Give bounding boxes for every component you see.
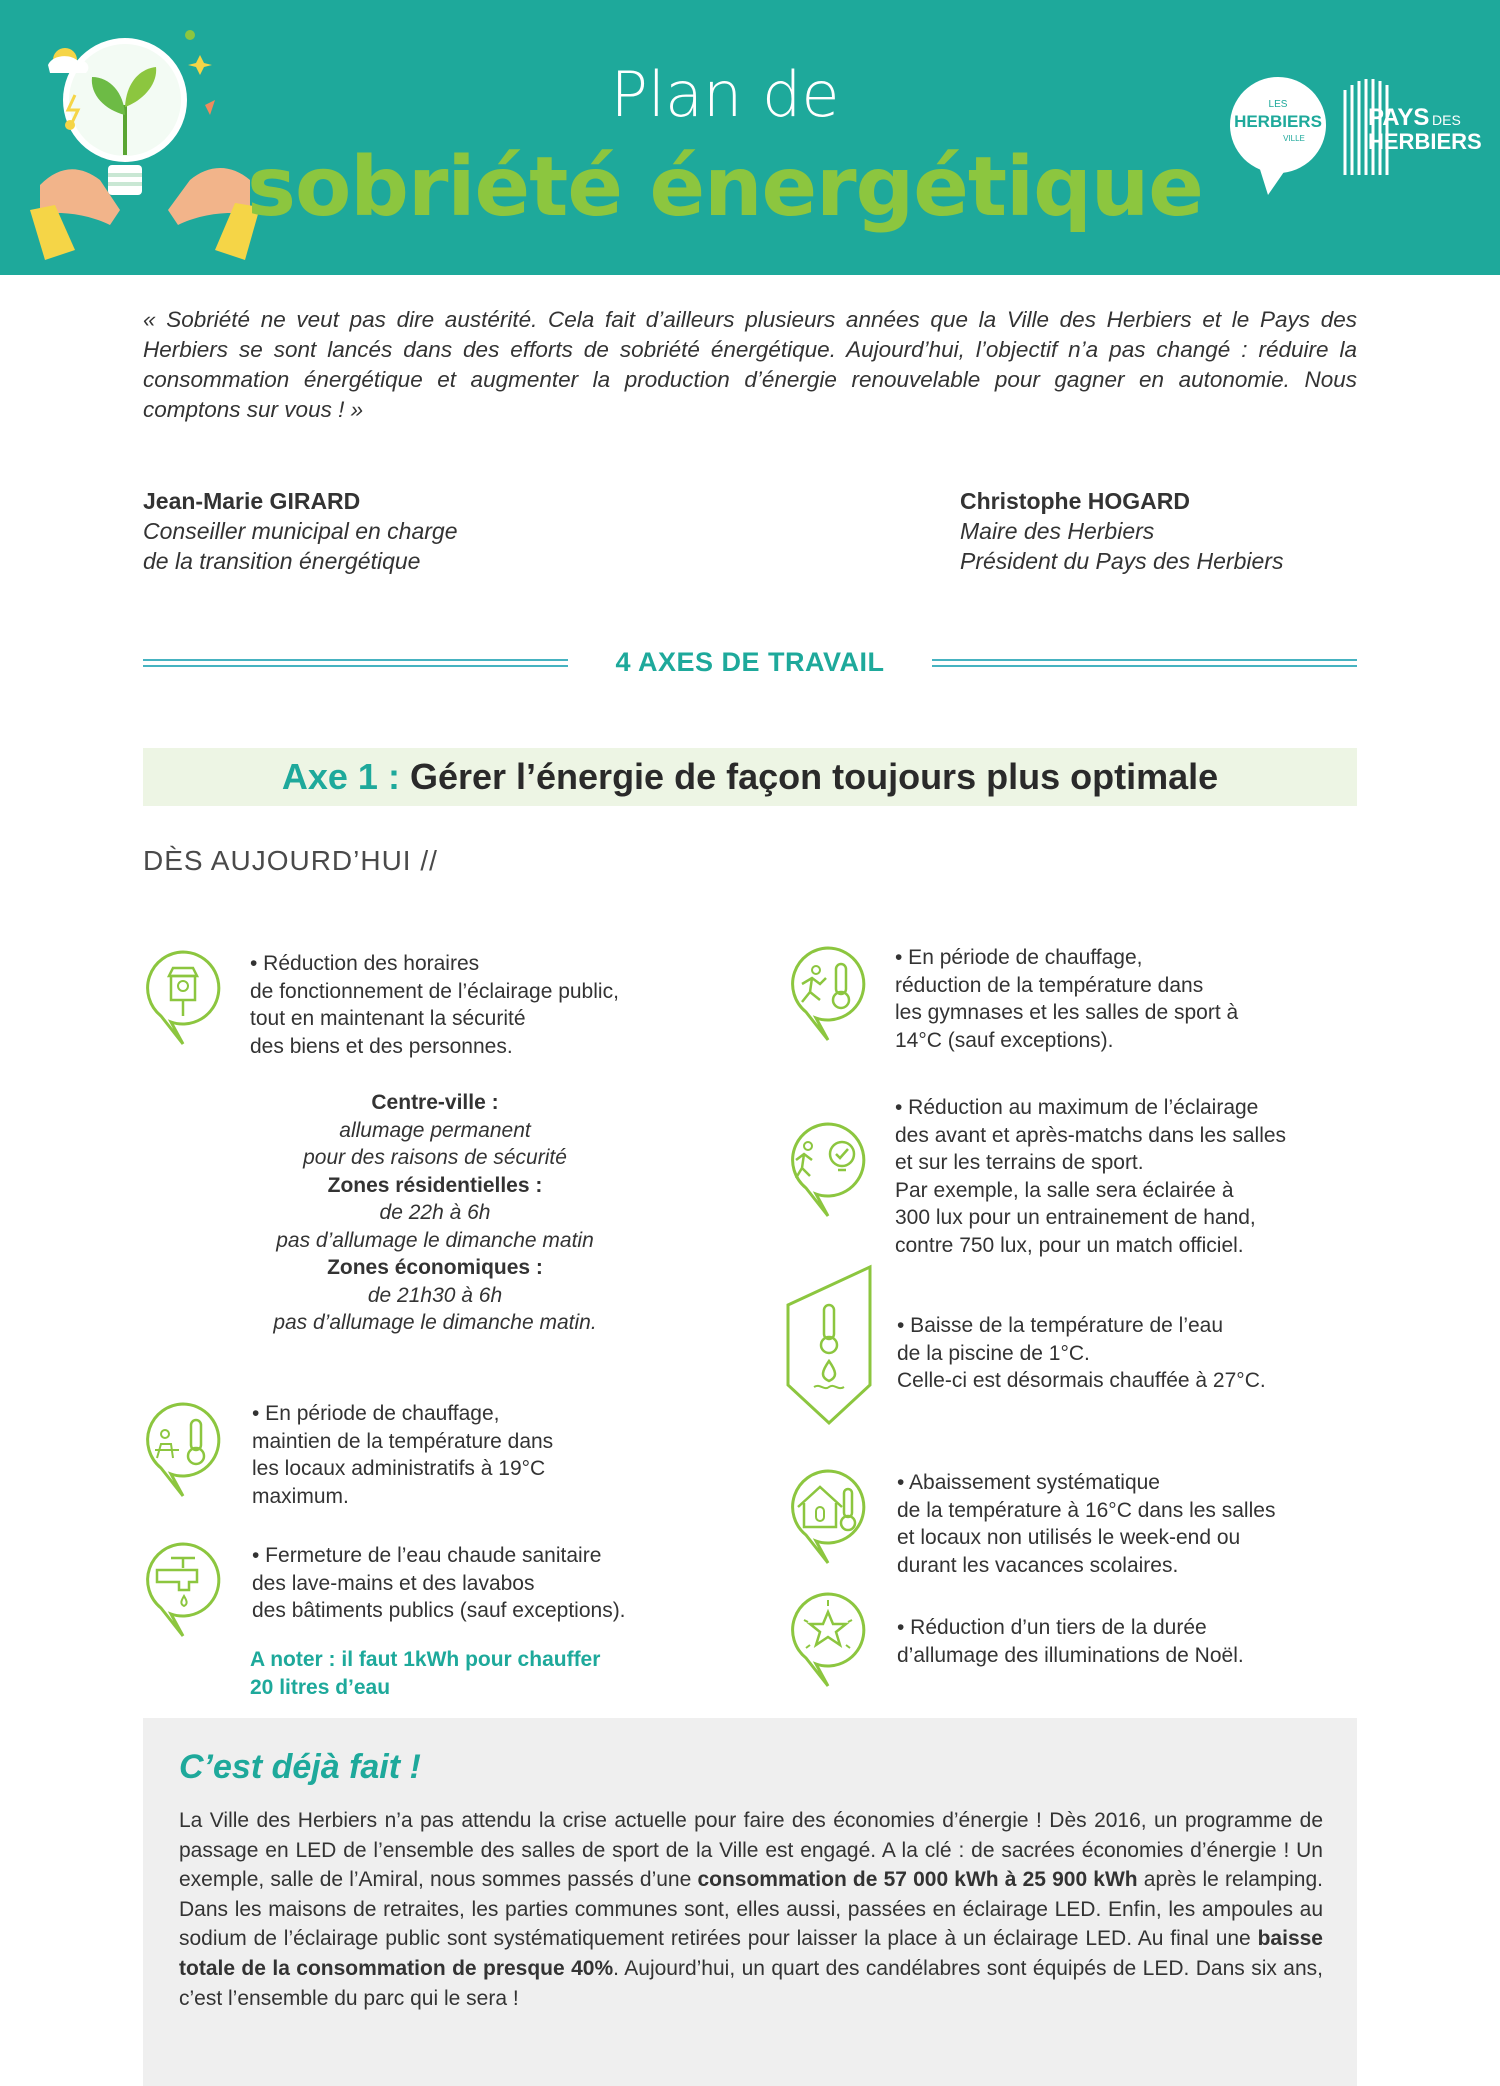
done-text-1: La Ville des Herbiers n’a pas attendu la crise actuelle pour faire des économies d’énergie ! Dès 2016, un programme de passage en LED de l’ensemble des salles de sport de la Ville est engagé. A la clé : de sacrées économies d’énergie ! Un exemple, salle de l’Amiral, nous sommes passés d’une [179,1809,1323,1892]
zone-economic-label: Zones économiques : [327,1256,543,1279]
house-thermometer-icon [788,1467,868,1567]
signatory-name: Jean-Marie GIRARD [143,488,361,514]
right-item-sport-lighting [895,1094,1286,1259]
item-line: • En période de chauffage, [252,1402,500,1425]
item-line: des bâtiments publics (sauf exceptions). [252,1599,626,1622]
item-line: • Réduction d’un tiers de la durée [897,1616,1207,1639]
done-text-3: . Aujourd’hui, un quart des candélabres sont équipés de LED. Dans six ans, c’est l’ensemble du parc qui le sera ! [179,1956,1323,2010]
zone-residential-label: Zones résidentielles : [327,1173,543,1197]
header-banner [0,0,1500,275]
zone-centre-line2: pour des raisons de sécurité [303,1146,567,1169]
axes-heading-text: 4 AXES DE TRAVAIL [615,647,885,677]
axe-1-banner [143,748,1357,806]
item-line: 300 lux pour un entrainement de hand, [895,1206,1256,1229]
signatory-name: Christophe HOGARD [960,488,1190,514]
right-item-pool [897,1312,1266,1395]
title-line-2: sobriété énergétique [247,140,1203,235]
zone-centre-label: Centre-ville : [371,1091,499,1114]
already-done-title: C’est déjà fait ! [179,1748,421,1786]
sport-lighting-icon [788,1120,868,1220]
title-line-1: Plan de [610,58,840,131]
item-line: maintien de la température dans [252,1429,554,1453]
item-line: Par exemple, la salle sera éclairée à [895,1178,1234,1202]
axe-title [143,756,1357,798]
signatory-role-line1: Maire des Herbiers [960,518,1155,544]
zone-economic-line1: de 21h30 à 6h [367,1283,503,1307]
done-bold-2: baisse totale de la consommation de presque 40% [179,1927,1323,1980]
divider-right [932,659,1357,667]
item-line: des lave-mains et des lavabos [252,1571,535,1595]
left-item-hot-water [252,1542,626,1625]
energy-note [250,1646,600,1701]
item-line: maximum. [252,1484,349,1508]
right-item-christmas [897,1614,1244,1669]
item-line: les gymnases et les salles de sport à [895,1001,1239,1024]
item-line: tout en maintenant la sécurité [250,1007,526,1030]
item-line: de la température à 16°C dans les salles [897,1498,1276,1522]
item-line: • Réduction des horaires [250,952,480,975]
logo-ville-line1: LES [1268,99,1288,110]
axe-label: Gérer l’énergie de façon toujours plus optimale [409,756,1219,797]
item-line: • En période de chauffage, [895,946,1143,969]
signatory-role-line1: Conseiller municipal en charge [143,518,458,544]
item-line: de fonctionnement de l’éclairage public, [250,979,619,1003]
item-line: 14°C (sauf exceptions). [895,1028,1114,1052]
logo-ville-line2: HERBIERS [1234,112,1322,131]
gym-thermometer-icon [788,944,868,1044]
item-line: des avant et après-matchs dans les salles [895,1123,1287,1147]
lighting-zones [215,1089,655,1337]
signatory-role-line2: de la transition énergétique [143,548,421,574]
done-text-2: après le relamping. Dans les maisons de retraites, les parties communes sont, elles aussi, passées en éclairage LED. Enfin, les ampoules au sodium de l’éclairage public sont systématiquement retirées pour laisser la place à un éclairage LED. Au final une [179,1868,1323,1951]
item-line: réduction de la température dans [895,973,1204,997]
right-item-gym-temp [895,944,1238,1054]
item-line: durant les vacances scolaires. [897,1553,1179,1577]
item-line: Celle-ci est désormais chauffée à 27°C. [897,1369,1266,1392]
note-line1: il faut 1kWh pour chauffer [335,1648,601,1671]
already-done-body [179,1806,1323,2013]
christmas-star-icon [788,1590,868,1690]
left-item-lighting [250,950,619,1060]
logo-pays-herbiers [1340,75,1482,185]
signatory-role-line2: Président du Pays des Herbiers [960,548,1284,574]
item-line: et sur les terrains de sport. [895,1151,1144,1174]
item-line: des biens et des personnes. [250,1034,513,1058]
axes-heading [143,643,1357,683]
logo-pays-line1: PAYS [1368,104,1430,131]
intro-quote: « Sobriété ne veut pas dire austérité. Cela fait d’ailleurs plusieurs années que la Ville des Herbiers et le Pays des Herbiers se sont lancés dans des efforts de sobriété énergétique. Aujourd’hui, l’objectif n’a pas changé : réduire la consommation énergétique et augmenter la production d’énergie renouvelable pour gagner en autonomie. Nous comptons sur vous ! » [143,307,1357,422]
item-line: • Baisse de la température de l’eau [897,1314,1224,1337]
left-item-admin-temp [252,1400,553,1510]
section-subheading: DÈS AUJOURD’HUI // [143,845,438,876]
water-tap-icon [143,1540,223,1640]
item-line: contre 750 lux, pour un match officiel. [895,1233,1244,1257]
item-line: d’allumage des illuminations de Noël. [897,1643,1244,1667]
logo-pays-line2: DES [1432,112,1461,128]
item-line: de la piscine de 1°C. [897,1341,1090,1365]
item-line: les locaux administratifs à 19°C [252,1457,546,1480]
item-line: • Fermeture de l’eau chaude sanitaire [252,1544,602,1567]
zone-residential-line1: de 22h à 6h [379,1201,491,1224]
item-line: • Abaissement systématique [897,1471,1160,1494]
already-done-box [143,1718,1357,2086]
zone-centre-line1: allumage permanent [339,1118,531,1142]
item-line: • Réduction au maximum de l’éclairage [895,1096,1259,1119]
done-bold-1: consommation de 57 000 kWh à 25 900 kWh [697,1868,1138,1892]
logo-pays-line3: HERBIERS [1368,129,1482,154]
pool-thermometer-icon [786,1265,872,1425]
logo-ville-line3: VILLE [1283,134,1305,143]
note-label: A noter : [250,1648,336,1671]
right-item-house-temp [897,1469,1275,1579]
office-thermometer-icon [143,1400,223,1500]
item-line: et locaux non utilisés le week-end ou [897,1526,1241,1549]
logo-ville-herbiers [1228,75,1328,195]
axe-number: Axe 1 : [281,756,400,797]
zone-residential-line2: pas d’allumage le dimanche matin [276,1228,594,1252]
street-lamp-icon [143,948,223,1048]
signatory-girard [143,486,458,576]
zone-economic-line2: pas d’allumage le dimanche matin. [273,1311,597,1334]
signatory-hogard [960,486,1283,576]
note-line2: 20 litres d’eau [250,1675,391,1699]
